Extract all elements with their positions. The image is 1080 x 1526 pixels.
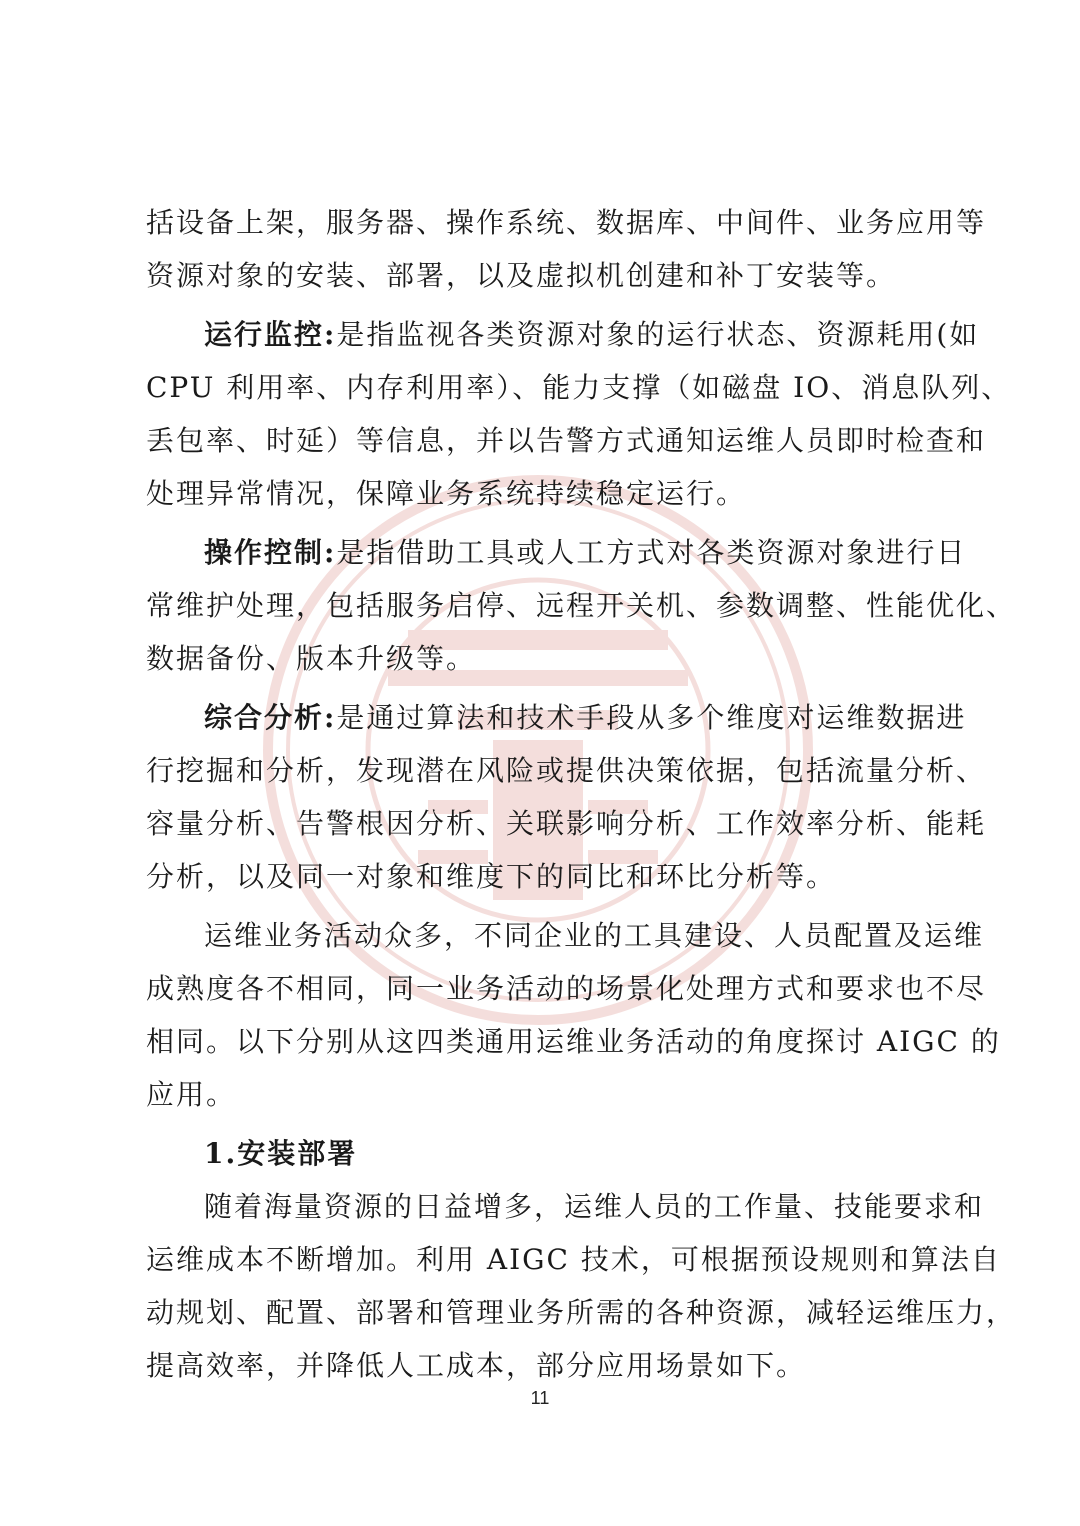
paragraph bbox=[146, 909, 1001, 1121]
text-line: 常维护处理，包括服务启停、远程开关机、参数调整、性能优化、 bbox=[146, 589, 1017, 622]
text-line: 运维成本不断增加。利用 AIGC 技术，可根据预设规则和算法自 bbox=[146, 1243, 1001, 1276]
text-line: 成熟度各不相同，同一业务活动的场景化处理方式和要求也不尽 bbox=[146, 972, 987, 1005]
page-number: 11 bbox=[530, 1388, 550, 1408]
paragraph-lead: 综合分析: bbox=[204, 701, 337, 734]
text-line: 分析，以及同一对象和维度下的同比和环比分析等。 bbox=[146, 860, 837, 893]
text-line: 丢包率、时延）等信息，并以告警方式通知运维人员即时检查和 bbox=[146, 424, 987, 457]
paragraph bbox=[146, 308, 1012, 520]
text-line: 随着海量资源的日益增多，运维人员的工作量、技能要求和 bbox=[204, 1190, 985, 1223]
section-heading: 1.安装部署 bbox=[204, 1137, 358, 1170]
text-line: 是通过算法和技术手段从多个维度对运维数据进 bbox=[336, 701, 967, 734]
body-text bbox=[146, 196, 1017, 1392]
text-line: 应用。 bbox=[146, 1078, 237, 1111]
text-line: 运维业务活动众多，不同企业的工具建设、人员配置及运维 bbox=[204, 919, 985, 952]
paragraph-lead: 操作控制: bbox=[204, 536, 337, 569]
text-line: 是指监视各类资源对象的运行状态、资源耗用(如 bbox=[336, 318, 980, 351]
text-line: 括设备上架，服务器、操作系统、数据库、中间件、业务应用等 bbox=[146, 206, 987, 239]
paragraph bbox=[146, 196, 987, 302]
text-line: CPU 利用率、内存利用率）、能力支撑（如磁盘 IO、消息队列、 bbox=[146, 371, 1012, 404]
paragraph-lead: 运行监控: bbox=[204, 318, 337, 351]
text-line: 行挖掘和分析，发现潜在风险或提供决策依据，包括流量分析、 bbox=[146, 754, 987, 787]
paragraph bbox=[146, 1180, 1017, 1392]
paragraph bbox=[146, 526, 1017, 685]
text-line: 资源对象的安装、部署，以及虚拟机创建和补丁安装等。 bbox=[146, 259, 897, 292]
text-line: 提高效率，并降低人工成本，部分应用场景如下。 bbox=[146, 1349, 807, 1382]
text-line: 是指借助工具或人工方式对各类资源对象进行日 bbox=[336, 536, 967, 569]
text-line: 数据备份、版本升级等。 bbox=[146, 642, 477, 675]
text-line: 容量分析、告警根因分析、关联影响分析、工作效率分析、能耗 bbox=[146, 807, 987, 840]
text-line: 处理异常情况，保障业务系统持续稳定运行。 bbox=[146, 477, 747, 510]
text-line: 动规划、配置、部署和管理业务所需的各种资源，减轻运维压力， bbox=[146, 1296, 1017, 1329]
paragraph bbox=[146, 691, 987, 903]
text-line: 相同。以下分别从这四类通用运维业务活动的角度探讨 AIGC 的 bbox=[146, 1025, 1001, 1058]
